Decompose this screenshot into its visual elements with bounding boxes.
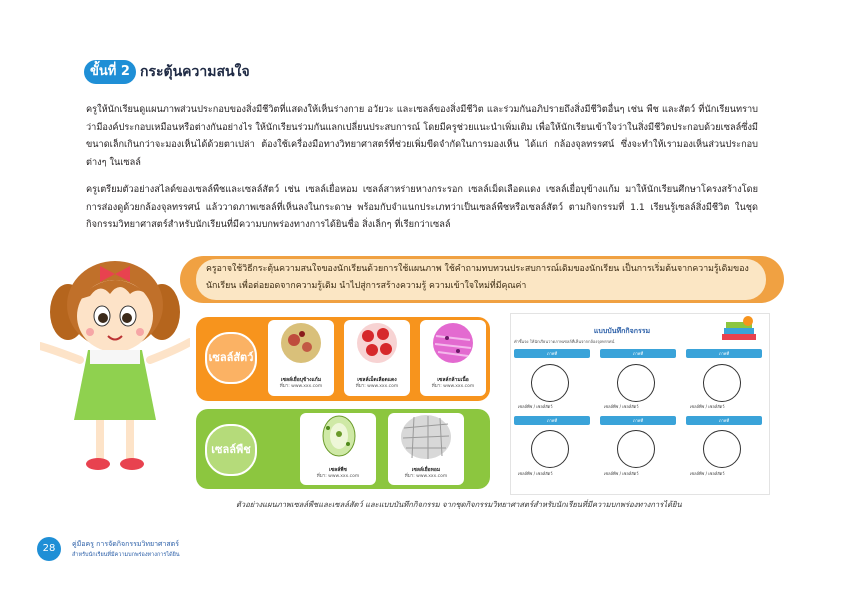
option-animal-label: เซลล์สัตว์ (536, 404, 553, 409)
onion-cell-image (400, 414, 452, 460)
worksheet-instruction: คำชี้แจง ให้นักเรียนวาดภาพเซลล์ที่เห็นจากกล้องจุลทรรศน์ (514, 339, 615, 344)
animal-cell-name-1: เซลล์เยื่อบุข้างแก้ม (280, 377, 322, 383)
checkbox-row-3: เซลล์พืช / เซลล์สัตว์ (690, 404, 725, 409)
checkbox-row-6: เซลล์พืช / เซลล์สัตว์ (690, 471, 725, 476)
option-plant-label: เซลล์พืช (690, 404, 705, 409)
red-blood-cell-image (356, 322, 398, 364)
checkbox-row-5: เซลล์พืช / เซลล์สัตว์ (604, 471, 639, 476)
books-icon (718, 316, 760, 346)
option-plant-label: เซลล์พืช (604, 471, 619, 476)
drawing-circle-5 (617, 430, 655, 468)
animal-cell-note-2: ที่มา: www.xxx.com (355, 384, 399, 389)
girl-illustration (40, 250, 190, 490)
option-animal-label: เซลล์สัตว์ (536, 471, 553, 476)
paragraph-2: ครูเตรียมตัวอย่างสไลด์ของเซลล์พืชและเซลล์สัตว์ เช่น เซลล์เยื่อหอม เซลล์สาหร่ายหางกระรอก เซลล์เม็ดเลือดแดง เซลล์เยื่อบุข้างแก้ม มาให้นักเรียนศึกษาโครงสร้างโดยการส่องดูด้วยกล้องจุลทรรศน์ แล้ววาดภาพเซลล์ที่เห็นลงในกระดาษ พร้อมกับจำแนกประเภทว่าเป็นเซลล์พืชหรือเซลล์สัตว์ ตามกิจกรรมที่ 1.1 เรียนรู้เซลล์สิ่งมีชีวิต ในชุดกิจกรรมวิทยาศาสตร์สำหรับนักเรียนที่มีความบกพร่องทางการได้ยินชื่อ สิ่งเล็กๆ ที่เรียกว่าเซลล์ (86, 184, 758, 230)
drawing-circle-2 (617, 364, 655, 402)
tip-banner-text: ครูอาจใช้วิธีกระตุ้นความสนใจของนักเรียนด้วยการใช้แผนภาพ ใช้คำถามทบทวนประสบการณ์เดิมของนักเรียน เป็นการเริ่มต้นจากความรู้เดิมของนักเรียน เพื่อต่อยอดจากความรู้เดิม นำไปสู่การสร้างความรู้ ความเข้าใจใหม่ที่มีคุณค่า (206, 264, 749, 291)
option-plant-label: เซลล์พืช (690, 471, 705, 476)
animal-cell-name-2: เซลล์เม็ดเลือดแดง (357, 377, 397, 383)
plant-cell-image (318, 414, 360, 458)
plant-cell-note-1: ที่มา: www.xxx.com (316, 474, 360, 479)
animal-cell-note-1: ที่มา: www.xxx.com (279, 384, 323, 389)
figure-caption: ตัวอย่างแผนภาพเซลล์พืชและเซลล์สัตว์ และแบบบันทึกกิจกรรม จากชุดกิจกรรมวิทยาศาสตร์สำหรับนักเรียนที่มีความบกพร่องทางการได้ยิน (236, 500, 682, 509)
step-title: กระตุ้นความสนใจ (140, 64, 250, 80)
page-number: 28 (37, 537, 61, 561)
option-animal-label: เซลล์สัตว์ (622, 404, 639, 409)
cheek-cell-image (280, 322, 322, 364)
animal-cell-name-3: เซลล์กล้ามเนื้อ (437, 377, 469, 383)
option-plant-label: เซลล์พืช (518, 471, 533, 476)
worksheet-slot-header-5: ภาพที่ (600, 416, 676, 425)
worksheet-title: แบบบันทึกกิจกรรม (593, 327, 651, 335)
animal-cell-label: เซลล์สัตว์ (205, 332, 257, 384)
plant-cell-name-2: เซลล์เยื่อหอม (411, 467, 441, 473)
plant-cell-label: เซลล์พืช (205, 424, 257, 476)
drawing-circle-6 (703, 430, 741, 468)
worksheet-slot-header-2: ภาพที่ (600, 349, 676, 358)
worksheet-slot-header-3: ภาพที่ (686, 349, 762, 358)
plant-cell-note-2: ที่มา: www.xxx.com (404, 474, 448, 479)
checkbox-row-2: เซลล์พืช / เซลล์สัตว์ (604, 404, 639, 409)
option-plant-label: เซลล์พืช (518, 404, 533, 409)
drawing-circle-3 (703, 364, 741, 402)
footer-title: คู่มือครู การจัดกิจกรรมวิทยาศาสตร์ (72, 540, 179, 548)
footer-subtitle: สำหรับนักเรียนที่มีความบกพร่องทางการได้ยิน (72, 552, 180, 558)
checkbox-row-1: เซลล์พืช / เซลล์สัตว์ (518, 404, 553, 409)
muscle-cell-image (432, 322, 474, 364)
option-plant-label: เซลล์พืช (604, 404, 619, 409)
worksheet-slot-header-1: ภาพที่ (514, 349, 590, 358)
worksheet-slot-header-4: ภาพที่ (514, 416, 590, 425)
drawing-circle-4 (531, 430, 569, 468)
paragraph-1: ครูให้นักเรียนดูแผนภาพส่วนประกอบของสิ่งมีชีวิตที่แสดงให้เห็นร่างกาย อวัยวะ และเซลล์ของสิ่งมีชีวิต และร่วมกันอภิปรายถึงสิ่งมีชีวิตอื่นๆ เช่น พืช และสัตว์ ที่นักเรียนทราบว่ามีองค์ประกอบเหมือนหรือต่างกันอย่างไร ให้นักเรียนร่วมกันแลกเปลี่ยนประสบการณ์ โดยมีครูช่วยแนะนำเพิ่มเติม เพื่อให้นักเรียนเข้าใจว่าในสิ่งมีชีวิตประกอบด้วยเซลล์ซึ่งมีขนาดเล็กเกินกว่าจะมองเห็นได้ด้วยตาเปล่า ต้องใช้เครื่องมือทางวิทยาศาสตร์ที่ช่วยเพิ่มขีดจำกัดในการมองเห็น ได้แก่ กล้องจุลทรรศน์ ซึ่งจะทำให้เรามองเห็นส่วนประกอบต่างๆ ในเซลล์ (86, 104, 758, 168)
option-animal-label: เซลล์สัตว์ (708, 404, 725, 409)
worksheet-slot-header-6: ภาพที่ (686, 416, 762, 425)
step-badge: ขั้นที่ 2 (84, 60, 136, 84)
drawing-circle-1 (531, 364, 569, 402)
checkbox-row-4: เซลล์พืช / เซลล์สัตว์ (518, 471, 553, 476)
plant-cell-name-1: เซลล์พืช (329, 467, 347, 473)
option-animal-label: เซลล์สัตว์ (708, 471, 725, 476)
animal-cell-note-3: ที่มา: www.xxx.com (431, 384, 475, 389)
option-animal-label: เซลล์สัตว์ (622, 471, 639, 476)
